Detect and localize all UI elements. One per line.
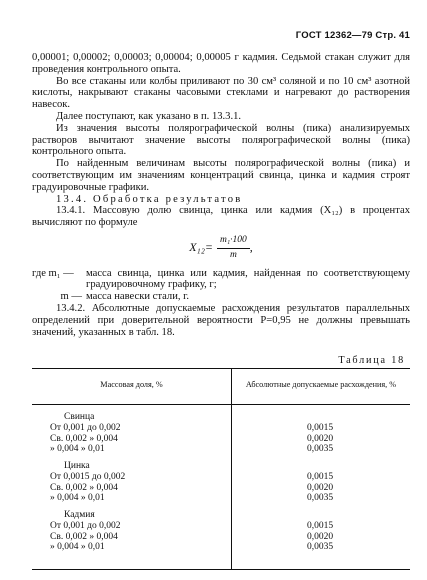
value-cell: 0,0015 [306,423,334,433]
group-title: Кадмия [64,510,95,520]
range-cell: Св. 0,002 » 0,004 [50,531,118,542]
formula [32,235,410,262]
group-title: Свинца [64,412,95,422]
formula-tail: , [249,240,253,255]
range-cell: » 0,004 » 0,01 [50,493,105,503]
value-cell: 0,0020 [306,433,334,444]
value-cell: 0,0020 [306,482,334,493]
value-cell: 0,0015 [306,472,334,482]
range-cell: » 0,004 » 0,01 [50,444,105,454]
formula-denominator: m [229,249,237,260]
table-group-cadmium [32,509,410,553]
table-row [32,532,410,543]
table-row [32,444,410,455]
value-cell: 0,0035 [306,542,334,552]
paragraph-reference: Далее поступают, как указано в п. 13.3.1. [56,110,242,122]
table-group-lead [32,411,410,455]
value-cell: 0,0035 [306,444,334,454]
table-18 [32,368,410,570]
range-cell: Св. 0,002 » 0,004 [50,433,118,444]
range-cell: Св. 0,002 » 0,004 [50,482,118,493]
column-header-mass-fraction: Массовая доля, % [100,380,163,389]
paragraph-13-4-1: 13.4.1. Массовую долю свинца, цинка или кадмия (X₁₂) в процентах вычисляют по формуле [32,205,410,229]
value-cell: 0,0015 [306,521,334,531]
value-cell: 0,0035 [306,493,334,503]
table-group-zinc [32,460,410,504]
where-text: масса навески стали, г. [86,291,189,303]
section-title: 13.4. Обработка результатов [56,193,243,205]
table-row [32,423,410,434]
table-header-divider [32,404,410,405]
group-title: Цинка [64,461,90,471]
paragraph-graphs: По найденным величинам высоты полярографической волны (пика) и соответствующим им значениям концентраций свинца, цинка и кадмия строят градуировочные графики. [32,158,410,193]
formula-lhs: X₁₂= [189,240,213,255]
column-header-tolerance: Абсолютные допускаемые расхождения, % [245,380,397,389]
table-row [32,472,410,483]
formula-numerator: m₁·100 [217,235,250,249]
table-row [32,434,410,445]
body-text [32,52,410,338]
formula-fraction [217,235,250,262]
range-cell: От 0,001 до 0,002 [50,521,121,531]
table-row [32,493,410,504]
table-row [32,483,410,494]
paragraph-13-4-2: 13.4.2. Абсолютные допускаемые расхождения результатов параллельных определений при доверительной вероятности Р=0,95 не должны превышать значений, указанных в табл. 18. [32,302,410,338]
where-label: m — [60,291,82,303]
paragraph-acids: Во все стаканы или колбы приливают по 30 см³ соляной и по 10 см³ азотной кислоты, накрывают стаканы часовыми стеклами и нагревают до растворения навесок. [32,75,410,111]
where-label: где m₁ — [32,267,74,279]
where-text: масса свинца, цинка или кадмия, найденная по соответствующему градуировочному графику, г; [86,267,410,291]
range-cell: От 0,0015 до 0,002 [50,472,126,482]
paragraph-continuation: 0,00001; 0,00002; 0,00003; 0,00004; 0,00005 г кадмия. Седьмой стакан служит для проведения контрольного опыта. [32,52,410,75]
where-m [32,291,410,303]
range-cell: » 0,004 » 0,01 [50,542,105,552]
range-cell: От 0,001 до 0,002 [50,423,121,433]
table-row [32,542,410,553]
table-row [32,521,410,532]
page-header: ГОСТ 12362—79 Стр. 41 [295,30,410,41]
paragraph-subtract: Из значения высоты полярографической волны (пика) анализируемых растворов вычитают значение высоты полярографической волны (пика) контрольного опыта. [32,122,410,158]
where-m1 [32,268,410,292]
table-title: Таблица 18 [338,355,405,366]
value-cell: 0,0020 [306,531,334,542]
